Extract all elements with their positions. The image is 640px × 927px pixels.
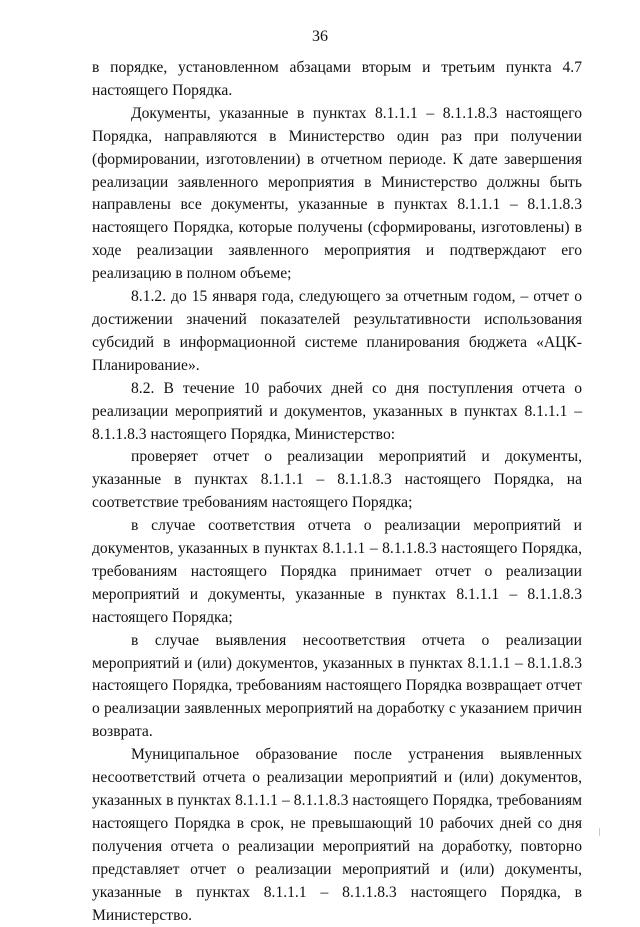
scan-artifact <box>599 828 600 836</box>
paragraph-resubmission: Муниципальное образование после устранения выявленных несоответствий отчета о реализации мероприятий и (или) документов, указанных в пунктах 8.1.1.1 – 8.1.1.8.3 настоящего Порядка, требованиям настоящего Порядка в срок, не превышающий 10 рабочих дней со дня получения отчета о реализации мероприятий на доработку, повторно представляет отчет о реализации мероприятий и (или) документы, указанные в пунктах 8.1.1.1 – 8.1.1.8.3 настоящего Порядка, в Министерство. <box>92 746 582 924</box>
paragraph-8-2: 8.2. В течение 10 рабочих дней со дня поступления отчета о реализации мероприятий и документов, указанных в пунктах 8.1.1.1 – 8.1.1.8.3 настоящего Порядка, Министерство: <box>92 379 582 443</box>
body-text <box>92 57 582 927</box>
paragraph-documents-submission: Документы, указанные в пунктах 8.1.1.1 – 8.1.1.8.3 настоящего Порядка, направляются в Министерство один раз при получении (формировании, изготовлении) в отчетном периоде. К дате завершения реализации заявленного мероприятия в Министерство должны быть направлены все документы, указанные в пунктах 8.1.1.1 – 8.1.1.8.3 настоящего Порядка, которые получены (сформированы, изготовлены) в ходе реализации заявленного мероприятия и подтверждают его реализацию в полном объеме; <box>92 104 582 283</box>
paragraph-accept-report: в случае соответствия отчета о реализации мероприятий и документов, указанных в пунктах 8.1.1.1 – 8.1.1.8.3 настоящего Порядка, требованиям настоящего Порядка принимает отчет о реализации мероприятий и документы, указанные в пунктах 8.1.1.1 – 8.1.1.8.3 настоящего Порядка; <box>92 517 582 626</box>
paragraph-continuation: в порядке, установленном абзацами вторым и третьим пункта 4.7 настоящего Порядка. <box>92 59 582 99</box>
paragraph-return-report: в случае выявления несоответствия отчета о реализации мероприятий и (или) документов, указанных в пунктах 8.1.1.1 – 8.1.1.8.3 настоящего Порядка, требованиям настоящего Порядка возвращает отчет о реализации заявленных мероприятий на доработку с указанием причин возврата. <box>92 631 582 741</box>
page-number: 36 <box>312 28 328 45</box>
paragraph-check-report: проверяет отчет о реализации мероприятий и документы, указанные в пунктах 8.1.1.1 – 8.1.1.8.3 настоящего Порядка, на соответствие требованиям настоящего Порядка; <box>92 448 582 512</box>
paragraph-8-1-2: 8.1.2. до 15 января года, следующего за отчетным годом, – отчет о достижении значений показателей результативности использования субсидий в информационной системе планирования бюджета «АЦК-Планирование». <box>92 288 582 374</box>
